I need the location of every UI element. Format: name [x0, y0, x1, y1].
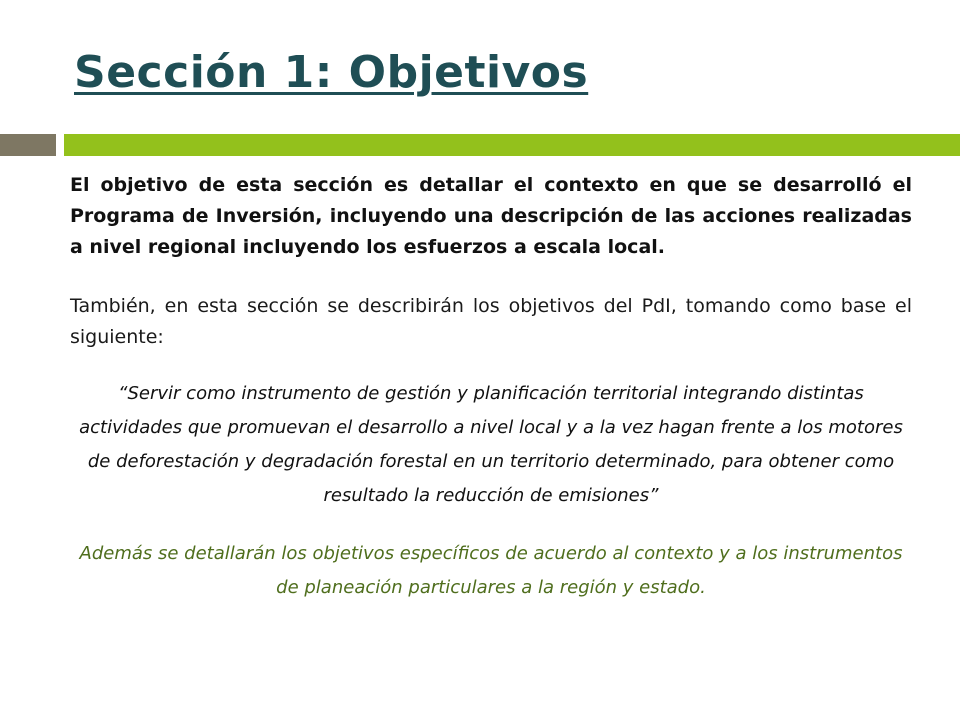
- slide-body: [70, 170, 912, 605]
- objectives-paragraph: También, en esta sección se describirán los objetivos del PdI, tomando como base el siguiente:: [70, 295, 912, 348]
- objective-quote: “Servir como instrumento de gestión y planificación territorial integrando distintas actividades que promuevan el desarrollo a nivel local y a la vez hagan frente a los motores de deforestación y degradación forestal en un territorio determinado, para obtener como resultado la reducción de emisiones”: [79, 383, 903, 506]
- accent-bar-green: [64, 134, 960, 156]
- closing-note: Además se detallarán los objetivos específicos de acuerdo al contexto y a los instrumentos de planeación particulares a la región y estado.: [79, 543, 903, 598]
- intro-paragraph: El objetivo de esta sección es detallar el contexto en que se desarrolló el Programa de Inversión, incluyendo una descripción de las acciones realizadas a nivel regional incluyendo los esfuerzos a escala local.: [70, 174, 912, 258]
- slide-title: Sección 1: Objetivos: [74, 47, 589, 98]
- accent-bar-grey: [0, 134, 56, 156]
